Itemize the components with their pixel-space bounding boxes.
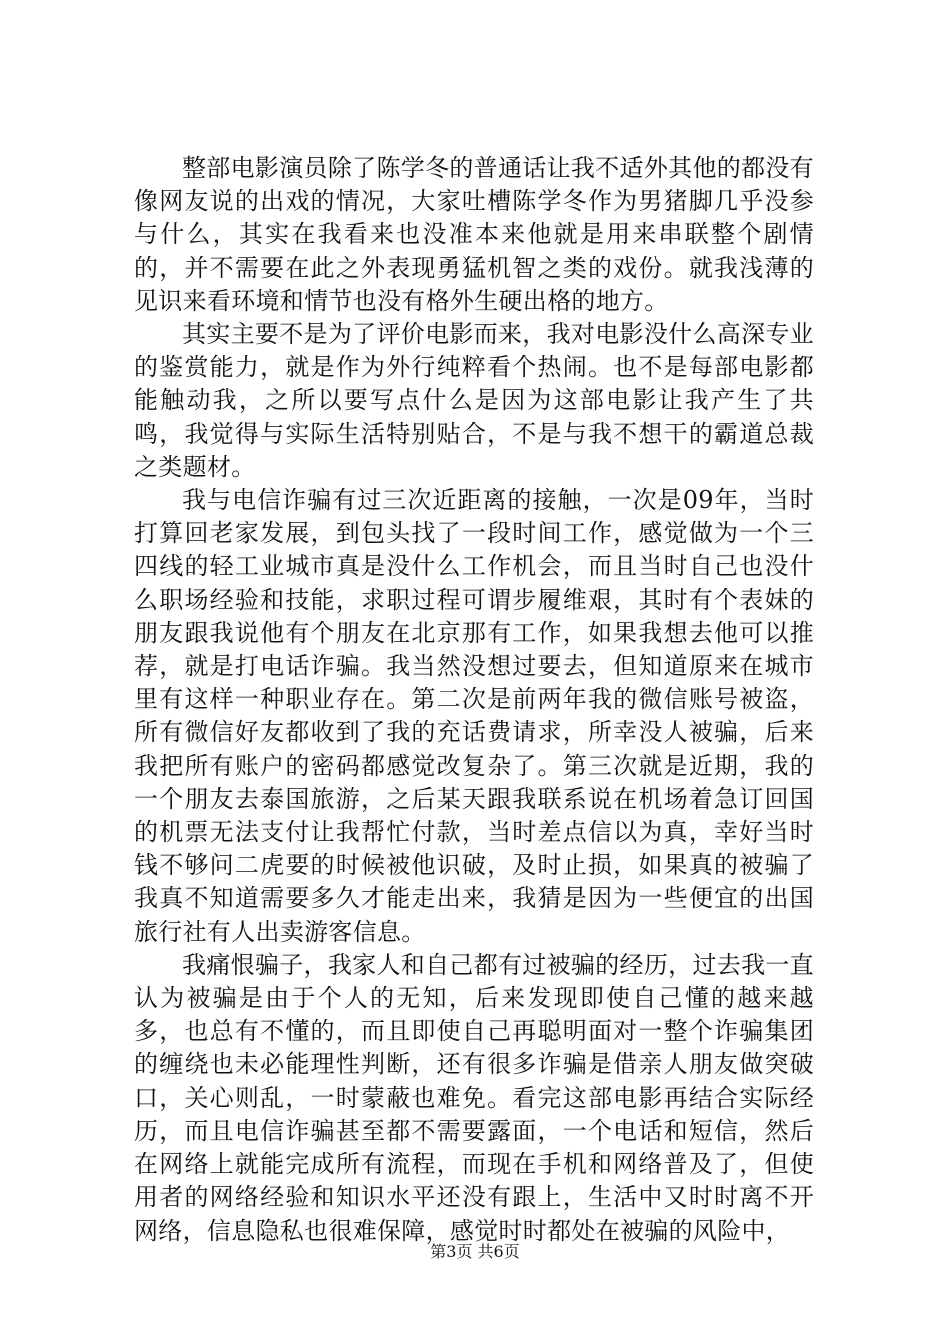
paragraph-1: 整部电影演员除了陈学冬的普通话让我不适外其他的都没有像网友说的出戏的情况，大家吐槽陈学冬作为男猪脚几乎没参与什么，其实在我看来也没准本来他就是用来串联整个剧情的，并不需要在此之外表现勇猛机智之类的戏份。就我浅薄的见识来看环境和情节也没有格外生硬出格的地方。 xyxy=(134,154,814,315)
page-number-footer: 第3页 共6页 xyxy=(430,1242,520,1261)
paragraph-2: 其实主要不是为了评价电影而来，我对电影没什么高深专业的鉴赏能力，就是作为外行纯粹看个热闹。也不是每部电影都能触动我，之所以要写点什么是因为这部电影让我产生了共鸣，我觉得与实际生活特别贴合，不是与我不想干的霸道总裁之类题材。 xyxy=(134,320,814,481)
paragraph-4: 我痛恨骗子，我家人和自己都有过被骗的经历，过去我一直认为被骗是由于个人的无知，后来发现即使自己懂的越来越多，也总有不懂的，而且即使自己再聪明面对一整个诈骗集团的缠绕也未必能理性判断，还有很多诈骗是借亲人朋友做突破口，关心则乱，一时蒙蔽也难免。看完这部电影再结合实际经历，而且电信诈骗甚至都不需要露面，一个电话和短信，然后在网络上就能完成所有流程，而现在手机和网络普及了，但使用者的网络经验和知识水平还没有跟上，生活中又时时离不开网络，信息隐私也很难保障，感觉时时都处在被骗的风险中， xyxy=(134,950,814,1245)
paragraph-3: 我与电信诈骗有过三次近距离的接触，一次是09年，当时打算回老家发展，到包头找了一段时间工作，感觉做为一个三四线的轻工业城市真是没什么工作机会，而且当时自己也没什么职场经验和技能，求职过程可谓步履维艰，其时有个表妹的朋友跟我说他有个朋友在北京那有工作，如果我想去他可以推荐，就是打电话诈骗。我当然没想过要去，但知道原来在城市里有这样一种职业存在。第二次是前两年我的微信账号被盗，所有微信好友都收到了我的充话费请求，所幸没人被骗，后来我把所有账户的密码都感觉改复杂了。第三次就是近期，我的一个朋友去泰国旅游，之后某天跟我联系说在机场着急订回国的机票无法支付让我帮忙付款，当时差点信以为真，幸好当时钱不够问二虎要的时候被他识破，及时止损，如果真的被骗了我真不知道需要多久才能走出来，我猜是因为一些便宜的出国旅行社有人出卖游客信息。 xyxy=(134,486,814,946)
body-text xyxy=(134,152,814,1248)
